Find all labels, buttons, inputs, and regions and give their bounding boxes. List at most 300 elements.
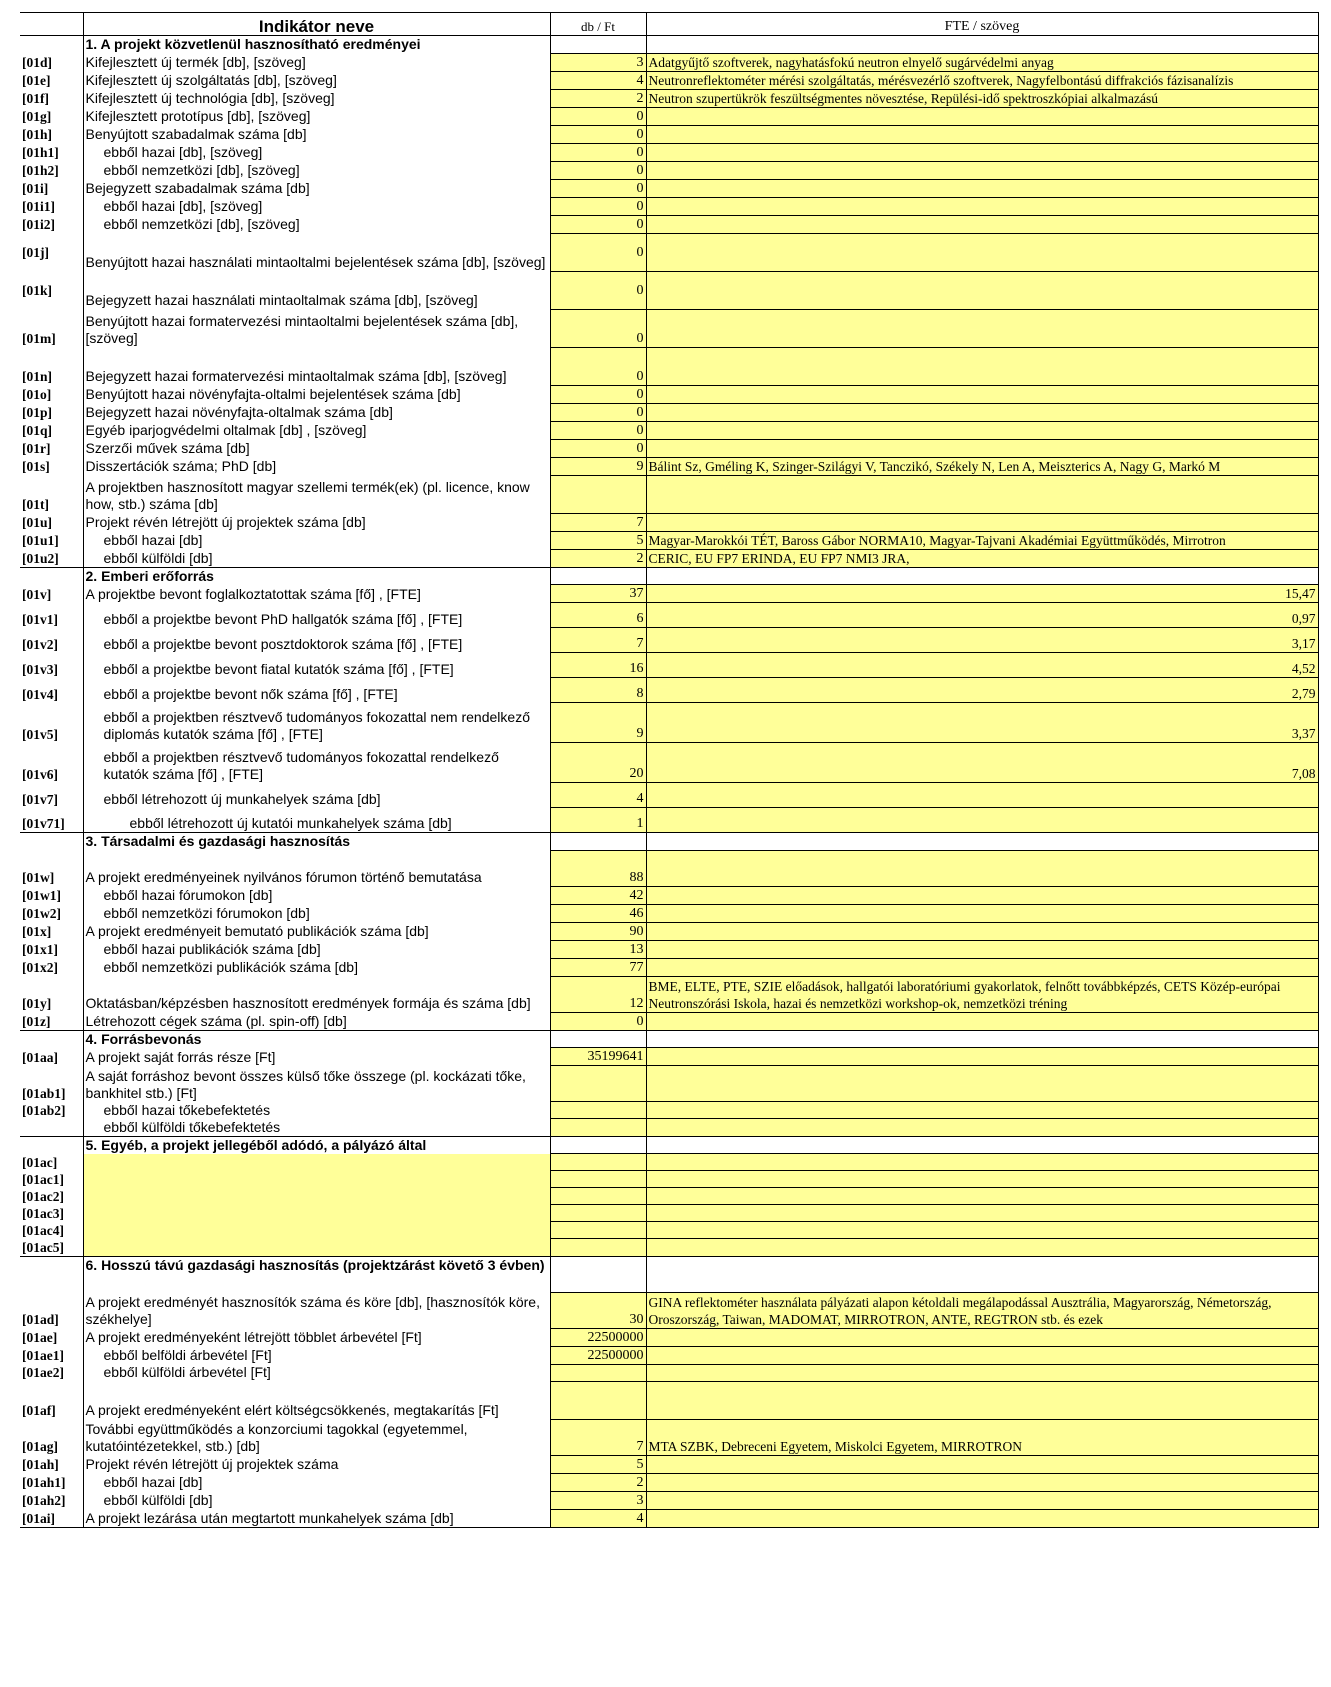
indicator-fte-text (646, 958, 1318, 976)
indicator-fte-text: Neutronreflektométer mérési szolgáltatás, mérésvezérlő szoftverek, Nagyfelbontású diffrakciós fázisanalízis (646, 71, 1318, 89)
indicator-fte-text (646, 1381, 1318, 1419)
indicator-row (20, 89, 1318, 107)
indicator-row (20, 783, 1318, 808)
indicator-row (20, 309, 1318, 347)
indicator-fte-text (646, 475, 1318, 513)
indicator-name: ebből nemzetközi [db], [szöveg] (83, 215, 550, 233)
header-code-cell (20, 13, 83, 36)
indicator-fte-text (646, 1364, 1318, 1381)
indicator-fte-text (646, 1188, 1318, 1205)
indicator-count: 0 (550, 125, 646, 143)
section-db-cell (550, 1030, 646, 1048)
indicator-code: [01w] (22, 870, 55, 885)
indicator-row (20, 976, 1318, 1012)
indicator-row (20, 703, 1318, 743)
indicator-row (20, 161, 1318, 179)
indicator-count (550, 1364, 646, 1381)
indicator-name (83, 1188, 550, 1205)
indicator-code: [01i] (22, 181, 49, 196)
indicator-count (550, 1239, 646, 1257)
indicator-code: [01x] (22, 924, 52, 939)
indicator-code: [01d] (22, 55, 52, 70)
indicator-code: [01i1] (22, 199, 55, 214)
indicator-fte-text (646, 215, 1318, 233)
indicator-row (20, 1381, 1318, 1419)
indicator-count: 7 (550, 1419, 646, 1455)
indicator-count (550, 1188, 646, 1205)
indicator-count: 42 (550, 886, 646, 904)
indicator-code: [01u1] (22, 533, 59, 548)
section-code-cell (20, 1030, 83, 1048)
indicator-name: ebből külföldi árbevétel [Ft] (83, 1364, 550, 1381)
indicator-count: 9 (550, 457, 646, 475)
indicator-row (20, 179, 1318, 197)
indicator-name: ebből a projektbe bevont fiatal kutatók száma [fő] , [FTE] (83, 653, 550, 678)
indicator-row (20, 653, 1318, 678)
indicator-count: 22500000 (550, 1346, 646, 1364)
indicator-fte-text: Magyar-Marokkói TÉT, Baross Gábor NORMA10, Magyar-Tajvani Akadémiai Együttműködés, Mirrotron (646, 531, 1318, 549)
indicator-code: [01ag] (22, 1439, 58, 1454)
indicator-name: ebből hazai [db], [szöveg] (83, 143, 550, 161)
indicator-code: [01ac3] (22, 1205, 64, 1221)
indicator-name: Benyújtott hazai növényfajta-oltalmi bejelentések száma [db] (83, 385, 550, 403)
indicator-count: 2 (550, 1473, 646, 1491)
section-fte-cell (646, 36, 1318, 54)
indicator-code: [01ah] (22, 1457, 59, 1472)
indicator-name: ebből a projektbe bevont PhD hallgatók száma [fő] , [FTE] (83, 603, 550, 628)
indicator-code: [01ac] (22, 1154, 58, 1170)
indicator-name: A projekt saját forrás része [Ft] (83, 1048, 550, 1066)
section-db-cell (550, 1256, 646, 1292)
indicator-name: Bejegyzett szabadalmak száma [db] (83, 179, 550, 197)
indicator-name: ebből a projektbe bevont posztdoktorok száma [fő] , [FTE] (83, 628, 550, 653)
header-db: db / Ft (550, 13, 646, 36)
indicator-name: Bejegyzett hazai növényfajta-oltalmak száma [db] (83, 403, 550, 421)
indicator-code: [01u] (22, 515, 52, 530)
indicator-code: [01s] (22, 459, 50, 474)
indicator-count (550, 1171, 646, 1188)
indicator-code: [01ae2] (22, 1365, 64, 1380)
indicator-name: A projekt lezárása után megtartott munkahelyek száma [db] (83, 1509, 550, 1527)
indicator-row (20, 1419, 1318, 1455)
indicator-fte-text (646, 1205, 1318, 1222)
indicator-code: [01ad] (22, 1312, 59, 1327)
indicator-fte-text (646, 1455, 1318, 1473)
indicator-row (20, 743, 1318, 783)
indicator-name: ebből a projektbe bevont nők száma [fő] , [FTE] (83, 678, 550, 703)
indicator-row (20, 628, 1318, 653)
indicator-name (83, 1205, 550, 1222)
indicator-code: [01h] (22, 127, 52, 142)
section-heading-row (20, 567, 1318, 585)
indicator-code: [01v2] (22, 636, 58, 652)
indicator-count: 0 (550, 179, 646, 197)
indicator-count: 4 (550, 1509, 646, 1527)
indicator-name: ebből nemzetközi fórumokon [db] (83, 904, 550, 922)
indicator-row (20, 940, 1318, 958)
indicator-row (20, 403, 1318, 421)
indicator-count: 7 (550, 513, 646, 531)
indicator-name: Bejegyzett hazai használati mintaoltalmak száma [db], [szöveg] (83, 271, 550, 309)
indicator-fte-text (646, 808, 1318, 833)
section-fte-cell (646, 567, 1318, 585)
indicator-name: ebből hazai [db] (83, 531, 550, 549)
indicator-row (20, 385, 1318, 403)
indicator-row (20, 1048, 1318, 1066)
indicator-count: 7 (550, 628, 646, 653)
indicator-name: A projektben hasznosított magyar szellemi termék(ek) (pl. licence, know how, stb.) száma [db] (83, 475, 550, 513)
indicator-fte-text (646, 1239, 1318, 1257)
indicator-code: [01x1] (22, 942, 58, 957)
indicator-name: A saját forráshoz bevont összes külső tőke összege (pl. kockázati tőke, bankhitel stb.) [Ft] (83, 1066, 550, 1102)
indicator-row (20, 215, 1318, 233)
indicator-row (20, 513, 1318, 531)
indicator-count: 22500000 (550, 1328, 646, 1346)
indicator-name: Bejegyzett hazai formatervezési mintaoltalmak száma [db], [szöveg] (83, 347, 550, 385)
indicator-name: ebből külföldi tőkebefektetés (83, 1119, 550, 1137)
indicator-count: 16 (550, 653, 646, 678)
indicator-fte-text (646, 904, 1318, 922)
section-fte-cell (646, 833, 1318, 851)
indicator-name: Benyújtott szabadalmak száma [db] (83, 125, 550, 143)
indicator-name: Oktatásban/képzésben hasznosított eredmények formája és száma [db] (83, 976, 550, 1012)
indicator-name: További együttműködés a konzorciumi tagokkal (egyetemmel, kutatóintézetekkel, stb.) [db] (83, 1419, 550, 1455)
indicator-count (550, 1119, 646, 1137)
indicator-name (83, 1171, 550, 1188)
section-title: 3. Társadalmi és gazdasági hasznosítás (83, 833, 550, 851)
section-code-cell (20, 36, 83, 54)
section-code-cell (20, 1256, 83, 1292)
indicator-count: 0 (550, 309, 646, 347)
indicator-count: 0 (550, 403, 646, 421)
indicator-name: Kifejlesztett új szolgáltatás [db], [szöveg] (83, 71, 550, 89)
indicator-row (20, 904, 1318, 922)
indicator-code: [01ac2] (22, 1188, 64, 1204)
section-code-cell (20, 833, 83, 851)
indicator-name: ebből nemzetközi [db], [szöveg] (83, 161, 550, 179)
indicator-code: [01g] (22, 109, 52, 124)
indicator-count: 0 (550, 439, 646, 457)
indicator-count: 0 (550, 421, 646, 439)
indicator-name: Projekt révén létrejött új projektek száma [db] (83, 513, 550, 531)
indicator-count: 0 (550, 1012, 646, 1030)
indicator-fte-text: 0,97 (646, 603, 1318, 628)
indicator-code: [01m] (22, 331, 56, 346)
indicator-name: ebből hazai tőkebefektetés (83, 1102, 550, 1119)
indicator-name (83, 1222, 550, 1239)
indicator-count (550, 1154, 646, 1171)
indicator-code: [01ac1] (22, 1171, 64, 1187)
indicator-fte-text (646, 233, 1318, 271)
indicator-row (20, 549, 1318, 567)
indicator-code: [01ah2] (22, 1493, 66, 1508)
indicator-name: A projekt eredményét hasznosítók száma és köre [db], [hasznosítók köre, székhelye] (83, 1292, 550, 1328)
indicator-row (20, 808, 1318, 833)
indicator-count: 35199641 (550, 1048, 646, 1066)
indicator-code: [01w1] (22, 888, 61, 903)
section-title: 2. Emberi erőforrás (83, 567, 550, 585)
indicator-row (20, 1364, 1318, 1381)
header-fte: FTE / szöveg (646, 13, 1318, 36)
section-title: 1. A projekt közvetlenül hasznosítható eredményei (83, 36, 550, 54)
indicator-name: A projekt eredményeinek nyilvános fórumon történő bemutatása (83, 850, 550, 886)
indicator-count: 0 (550, 271, 646, 309)
indicator-fte-text: GINA reflektométer használata pályázati alapon kétoldali megálapodással Ausztrália, Magyarország, Németország, Oroszország, Taiwan, MADOMAT, MIRROTRON, ANTE, REGTRON stb. és ezek (646, 1292, 1318, 1328)
indicator-row (20, 475, 1318, 513)
indicator-code: [01t] (22, 497, 49, 512)
indicator-count (550, 1205, 646, 1222)
indicator-name: ebből létrehozott új kutatói munkahelyek száma [db] (83, 808, 550, 833)
indicator-name: ebből nemzetközi publikációk száma [db] (83, 958, 550, 976)
indicator-code: [01v4] (22, 686, 58, 702)
indicator-fte-text (646, 922, 1318, 940)
indicator-fte-text: Adatgyűjtő szoftverek, nagyhatásfokú neutron elnyelő sugárvédelmi anyag (646, 53, 1318, 71)
indicator-fte-text (646, 143, 1318, 161)
indicator-code: [01v71] (22, 816, 65, 831)
indicator-count: 2 (550, 89, 646, 107)
indicator-row (20, 1066, 1318, 1102)
indicator-row (20, 585, 1318, 603)
indicator-code: [01e] (22, 73, 51, 88)
indicator-row (20, 1012, 1318, 1030)
indicator-row (20, 922, 1318, 940)
indicator-name: A projekt eredményeként elért költségcsökkenés, megtakarítás [Ft] (83, 1381, 550, 1419)
indicator-fte-text (646, 850, 1318, 886)
indicator-name: Kifejlesztett új technológia [db], [szöveg] (83, 89, 550, 107)
indicator-row (20, 271, 1318, 309)
indicator-row (20, 107, 1318, 125)
indicator-code (20, 1119, 83, 1137)
indicator-code: [01w2] (22, 906, 61, 921)
indicator-fte-text: CERIC, EU FP7 ERINDA, EU FP7 NMI3 JRA, (646, 549, 1318, 567)
indicator-code: [01h1] (22, 145, 59, 160)
section-db-cell (550, 567, 646, 585)
indicator-code: [01v] (22, 586, 52, 602)
header-name: Indikátor neve (83, 13, 550, 36)
indicator-fte-text (646, 125, 1318, 143)
indicator-row (20, 197, 1318, 215)
section-code-cell (20, 567, 83, 585)
indicator-name: ebből hazai [db] (83, 1473, 550, 1491)
indicator-row (20, 421, 1318, 439)
indicator-count: 1 (550, 808, 646, 833)
indicator-fte-text: MTA SZBK, Debreceni Egyetem, Miskolci Egyetem, MIRROTRON (646, 1419, 1318, 1455)
indicator-row (20, 1171, 1318, 1188)
indicator-code: [01y] (22, 996, 52, 1011)
indicator-count: 12 (550, 976, 646, 1012)
indicator-fte-text (646, 403, 1318, 421)
indicator-count (550, 1102, 646, 1119)
indicator-code: [01u2] (22, 550, 59, 566)
indicator-code: [01ab1] (22, 1085, 66, 1101)
indicator-fte-text (646, 1012, 1318, 1030)
section-title: 5. Egyéb, a projekt jellegéből adódó, a pályázó által (83, 1136, 550, 1154)
indicator-count: 0 (550, 197, 646, 215)
indicator-row (20, 1222, 1318, 1239)
indicator-row (20, 1154, 1318, 1171)
indicator-code: [01k] (22, 282, 52, 298)
indicator-row (20, 233, 1318, 271)
indicator-name: A projekt eredményeit bemutató publikációk száma [db] (83, 922, 550, 940)
indicator-row (20, 678, 1318, 703)
indicator-row (20, 1102, 1318, 1119)
indicator-fte-text (646, 1328, 1318, 1346)
indicator-fte-text (646, 1048, 1318, 1066)
indicator-name: A projektbe bevont foglalkoztatottak száma [fő] , [FTE] (83, 585, 550, 603)
indicator-fte-text (646, 439, 1318, 457)
section-fte-cell (646, 1030, 1318, 1048)
indicator-fte-text (646, 1119, 1318, 1137)
indicator-name: ebből a projektben résztvevő tudományos fokozattal nem rendelkező diplomás kutatók száma [fő] , [FTE] (83, 703, 550, 743)
indicator-row (20, 850, 1318, 886)
indicator-row (20, 1239, 1318, 1257)
section-db-cell (550, 36, 646, 54)
indicator-fte-text: 7,08 (646, 743, 1318, 783)
indicator-count (550, 1381, 646, 1419)
indicator-row (20, 886, 1318, 904)
indicator-count: 0 (550, 161, 646, 179)
indicator-code: [01v7] (22, 791, 58, 807)
indicator-fte-text: BME, ELTE, PTE, SZIE előadások, hallgatói laboratóriumi gyakorlatok, felnőtt továbbképzés, CETS Közép-európai Neutronszórási Iskola, hazai és nemzetközi workshop-ok, nemzetközi tréning (646, 976, 1318, 1012)
indicator-fte-text (646, 385, 1318, 403)
indicator-row (20, 347, 1318, 385)
indicator-count: 88 (550, 850, 646, 886)
indicator-count: 30 (550, 1292, 646, 1328)
indicator-code: [01ah1] (22, 1475, 66, 1490)
indicator-fte-text (646, 309, 1318, 347)
indicator-fte-text: Neutron szupertükrök feszültségmentes növesztése, Repülési-idő spektroszkópiai alkalmazású (646, 89, 1318, 107)
indicator-fte-text: 3,37 (646, 703, 1318, 743)
indicator-name: Benyújtott hazai használati mintaoltalmi bejelentések száma [db], [szöveg] (83, 233, 550, 271)
header-row (20, 13, 1318, 36)
indicator-fte-text: 4,52 (646, 653, 1318, 678)
indicator-code: [01ai] (20, 1509, 83, 1527)
indicator-row (20, 1455, 1318, 1473)
indicator-count: 3 (550, 53, 646, 71)
indicator-count: 2 (550, 549, 646, 567)
indicator-code: [01ac4] (22, 1222, 64, 1238)
indicator-row (20, 1328, 1318, 1346)
indicator-row (20, 1205, 1318, 1222)
indicator-count: 6 (550, 603, 646, 628)
indicator-code: [01ab2] (22, 1102, 66, 1118)
indicator-fte-text (646, 940, 1318, 958)
indicator-code: [01h2] (22, 163, 59, 178)
indicator-name: Disszertációk száma; PhD [db] (83, 457, 550, 475)
indicator-name: Egyéb iparjogvédelmi oltalmak [db] , [szöveg] (83, 421, 550, 439)
indicator-count: 5 (550, 1455, 646, 1473)
indicator-name: Kifejlesztett új termék [db], [szöveg] (83, 53, 550, 71)
indicator-code: [01q] (22, 423, 52, 438)
indicator-fte-text (646, 179, 1318, 197)
indicator-code: [01o] (22, 387, 52, 402)
indicator-code: [01p] (22, 405, 52, 420)
indicator-row (20, 531, 1318, 549)
indicator-fte-text (646, 783, 1318, 808)
indicator-name: ebből belföldi árbevétel [Ft] (83, 1346, 550, 1364)
indicator-row (20, 1292, 1318, 1328)
indicator-code: [01r] (22, 441, 51, 456)
indicator-name (83, 1154, 550, 1171)
indicator-name: ebből hazai fórumokon [db] (83, 886, 550, 904)
indicator-code: [01v3] (22, 661, 58, 677)
indicator-code: [01ae1] (22, 1348, 64, 1363)
indicator-count: 90 (550, 922, 646, 940)
indicator-count: 9 (550, 703, 646, 743)
indicator-row (20, 1119, 1318, 1137)
indicator-row (20, 1509, 1318, 1527)
indicator-row (20, 1491, 1318, 1509)
indicator-fte-text (646, 1346, 1318, 1364)
indicator-fte-text: 15,47 (646, 585, 1318, 603)
section-code-cell (20, 1136, 83, 1154)
section-db-cell (550, 1136, 646, 1154)
indicator-fte-text (646, 1171, 1318, 1188)
indicator-row (20, 603, 1318, 628)
indicator-count: 0 (550, 215, 646, 233)
indicator-fte-text (646, 1154, 1318, 1171)
indicator-row (20, 1473, 1318, 1491)
section-title: 6. Hosszú távú gazdasági hasznosítás (projektzárást követő 3 évben) (83, 1256, 550, 1292)
indicator-name: ebből létrehozott új munkahelyek száma [db] (83, 783, 550, 808)
indicator-count: 4 (550, 71, 646, 89)
indicator-fte-text (646, 886, 1318, 904)
indicator-fte-text (646, 347, 1318, 385)
section-fte-cell (646, 1256, 1318, 1292)
indicator-fte-text: 2,79 (646, 678, 1318, 703)
indicator-name: Benyújtott hazai formatervezési mintaoltalmi bejelentések száma [db], [szöveg] (83, 309, 550, 347)
indicator-code: [01ae] (22, 1330, 58, 1345)
section-heading-row (20, 833, 1318, 851)
indicator-count: 77 (550, 958, 646, 976)
indicator-code: [01ac5] (22, 1239, 64, 1255)
indicator-fte-text (646, 513, 1318, 531)
indicator-fte-text (646, 1066, 1318, 1102)
indicator-code: [01v1] (22, 611, 58, 627)
indicator-fte-text (646, 271, 1318, 309)
indicator-code: [01n] (22, 369, 52, 384)
indicator-count (550, 1222, 646, 1239)
indicator-name: Szerzői művek száma [db] (83, 439, 550, 457)
indicator-fte-text (646, 197, 1318, 215)
indicator-fte-text (646, 421, 1318, 439)
indicator-name: Létrehozott cégek száma (pl. spin-off) [db] (83, 1012, 550, 1030)
indicator-count: 0 (550, 107, 646, 125)
indicator-code: [01aa] (22, 1049, 58, 1065)
indicator-fte-text (646, 1509, 1318, 1527)
section-fte-cell (646, 1136, 1318, 1154)
indicator-table (20, 12, 1319, 1528)
indicator-code: [01v6] (22, 766, 58, 782)
indicator-count: 37 (550, 585, 646, 603)
indicator-count: 20 (550, 743, 646, 783)
section-heading-row (20, 1030, 1318, 1048)
indicator-count: 3 (550, 1491, 646, 1509)
section-db-cell (550, 833, 646, 851)
indicator-fte-text (646, 1491, 1318, 1509)
section-heading-row (20, 36, 1318, 54)
indicator-row (20, 71, 1318, 89)
indicator-fte-text (646, 161, 1318, 179)
indicator-name: A projekt eredményeként létrejött többlet árbevétel [Ft] (83, 1328, 550, 1346)
indicator-count: 0 (550, 347, 646, 385)
indicator-row (20, 457, 1318, 475)
indicator-fte-text: 3,17 (646, 628, 1318, 653)
indicator-row (20, 958, 1318, 976)
indicator-code: [01v5] (22, 726, 58, 742)
indicator-count: 0 (550, 143, 646, 161)
indicator-count: 46 (550, 904, 646, 922)
